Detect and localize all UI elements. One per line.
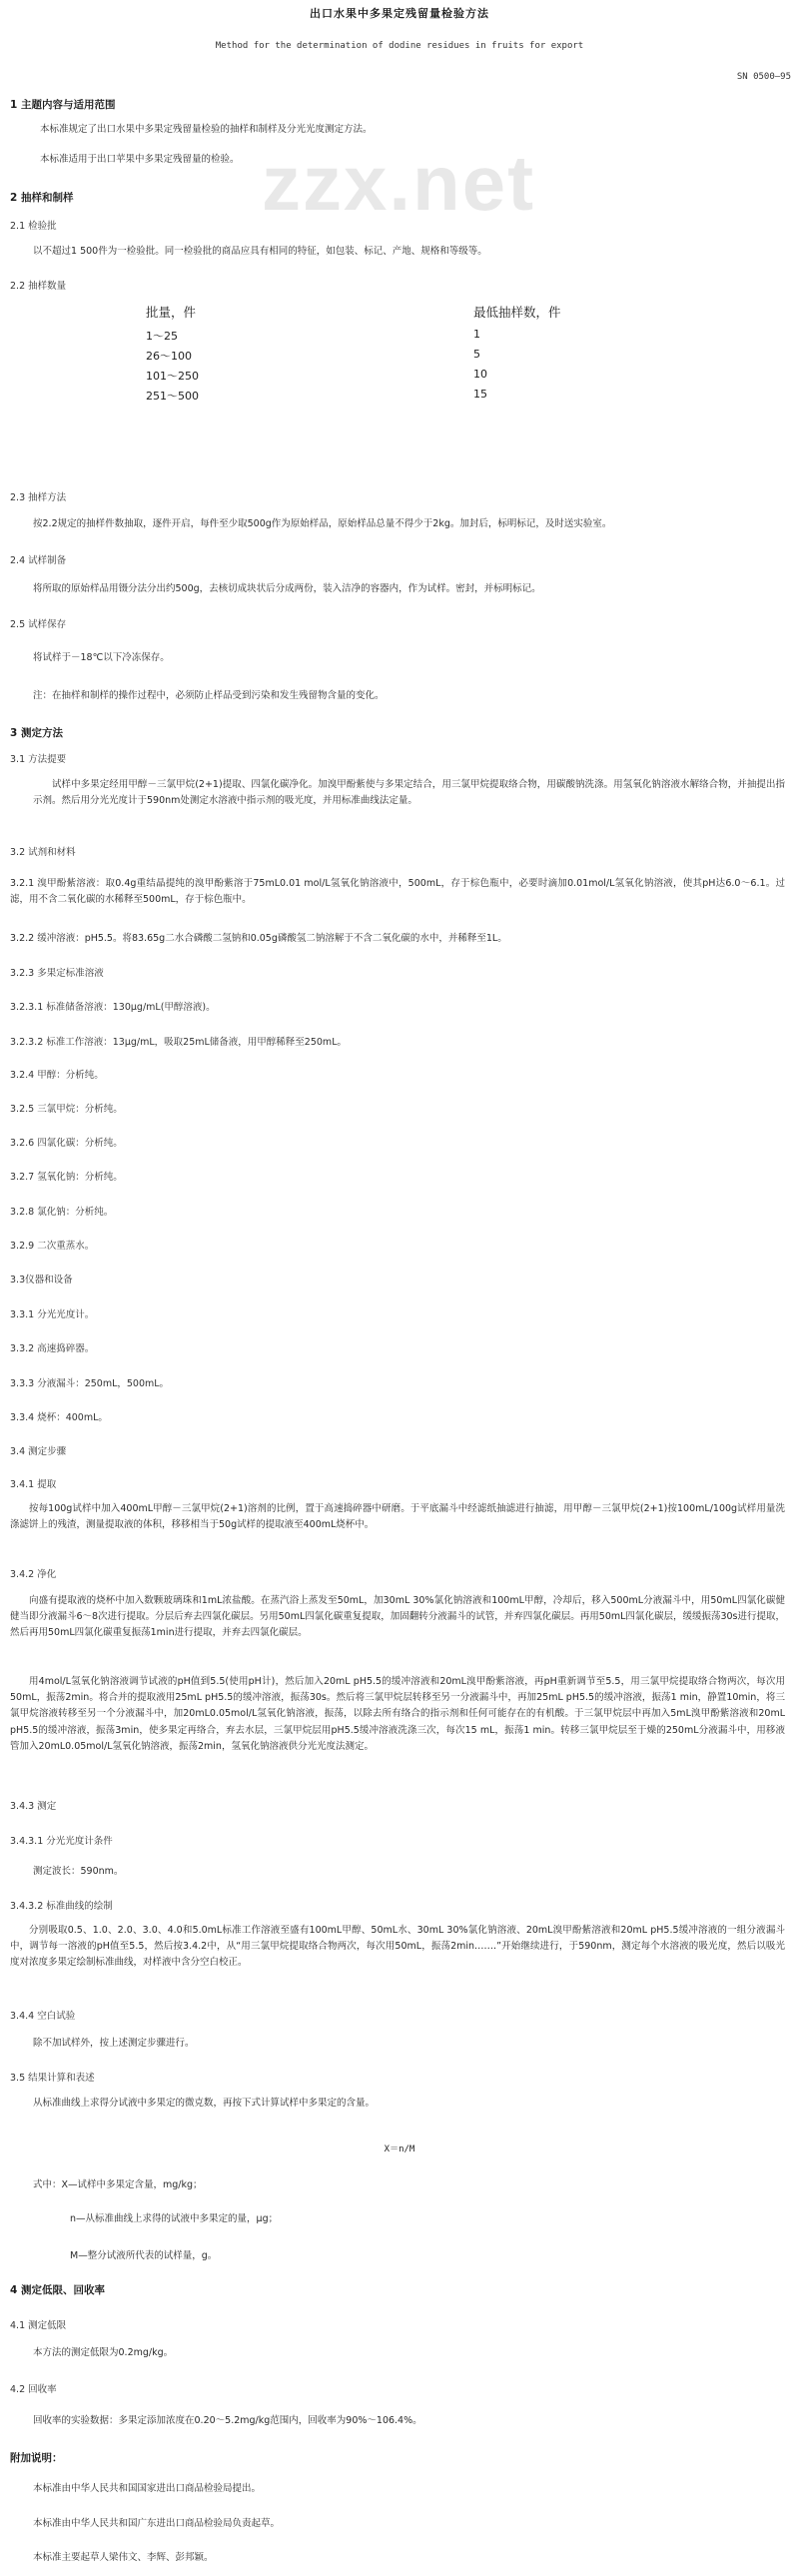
- section-2-4-heading: 2.4 试样制备: [10, 555, 67, 566]
- section-3-1-text: 试样中多果定经用甲醇－三氯甲烷(2+1)提取、四氯化碳净化。加溴甲酚紫使与多果定结合，用三氯甲烷提取络合物，用碳酸钠洗涤。用氢氧化钠溶液水解络合物，并抽提出指示剂。然后用分光光度计于590nm处测定水溶液中指示剂的吸光度，并用标准曲线法定量。: [33, 779, 785, 806]
- item-3-2-3: 3.2.3 多果定标准溶液: [10, 968, 104, 979]
- table-cell: 10: [473, 368, 487, 381]
- section-3-5-heading: 3.5 结果计算和表述: [10, 2073, 95, 2084]
- table-cell: 26～100: [146, 350, 192, 363]
- section-1-paragraph-1: 本标准规定了出口水果中多果定残留量检验的抽样和制样及分光光度测定方法。: [40, 124, 373, 135]
- table-cell: 101～250: [146, 370, 199, 383]
- section-4-2-heading: 4.2 回收率: [10, 2384, 57, 2395]
- document-title: 出口水果中多果定残留量检验方法: [310, 7, 489, 20]
- document-subtitle: Method for the determination of dodine residues in fruits for export: [215, 41, 584, 51]
- section-3-4-2-paragraph-2: 用4mol/L氢氧化钠溶液调节试液的pH值到5.5(使用pH计)，然后加入20mL pH5.5的缓冲溶液和20mL溴甲酚紫溶液，再pH重新调节至5.5，用三氯甲烷提取络合物两次，每次用50mL，振荡2min。将合并的提取液用25mL pH5.5的缓冲溶液，振荡30s。然后将三氯甲烷层转移至另一分液漏斗中，再加25mL pH5.5的缓冲溶液，振荡1 min，静置10min，将三氯甲烷溶液转移至另一个分液漏斗中，加20mL0.05mol/L氢氧化钠溶液，振荡，以除去所有络合的指示剂和任何可能存在的有机酸。于三氯甲烷层中再加入5mL溴甲酚紫溶液和20mL pH5.5的缓冲溶液，振荡3min，使多果定再络合，弃去水层，三氯甲烷层用pH5.5缓冲溶液洗涤三次，每次15 mL，振荡1 min。转移三氯甲烷层至于燥的250mL分液漏斗中，用移液管加入20mL0.05mol/L氢氧化钠溶液，振荡2min，氢氧化钠溶液供分光光度法测定。: [10, 1676, 785, 1752]
- formula: X＝n/M: [384, 2145, 415, 2154]
- formula-legend-n: n—从标准曲线上求得的试液中多果定的量，μg；: [70, 2213, 279, 2224]
- item-3-2-8: 3.2.8 氯化钠：分析纯。: [10, 1207, 114, 1218]
- item-3-4-3-1: 3.4.3.1 分光光度计条件: [10, 1836, 113, 1847]
- section-3-heading: 3 测定方法: [10, 727, 63, 739]
- section-2-5-text: 将试样于－18℃以下冷冻保存。: [33, 652, 170, 663]
- table-cell: 1: [473, 328, 480, 341]
- section-3-4-4-text: 除不加试样外，按上述测定步骤进行。: [33, 2038, 195, 2049]
- section-4-heading: 4 测定低限、回收率: [10, 2284, 105, 2296]
- item-3-3-4: 3.3.4 烧杯：400mL。: [10, 1412, 108, 1423]
- watermark: zzx.net: [262, 139, 536, 227]
- table-cell: 5: [473, 348, 480, 361]
- item-3-2-3-2: 3.2.3.2 标准工作溶液：13μg/mL，吸取25mL储备液，用甲醇稀释至250mL。: [10, 1037, 347, 1048]
- section-3-4-2-paragraph-1: 向盛有提取液的烧杯中加入数颗玻璃珠和1mL浓盐酸。在蒸汽浴上蒸发至50mL，加30mL 30%氯化钠溶液和100mL甲醇，冷却后，移入500mL分液漏斗中，用50mL四氯化碳健健当即分液漏斗6～8次进行提取。分层后弃去四氯化碳层。另用50mL四氯化碳重复提取，加固翻转分液漏斗的试管，并弃四氯化碳层。再用50mL四氯化碳层，缓缓振荡30s进行提取，然后再用50mL四氯化碳重复振荡1min进行提取，并弃去四氯化碳层。: [10, 1595, 785, 1638]
- item-3-2-2: 3.2.2 缓冲溶液：pH5.5。将83.65g二水合磷酸二氢钠和0.05g磷酸氢二钠溶解于不含二氧化碳的水中，并稀释至1L。: [10, 933, 507, 944]
- section-2-5-note: 注：在抽样和制样的操作过程中，必须防止样品受到污染和发生残留物含量的变化。: [33, 690, 385, 701]
- formula-legend-x: 式中：X—试样中多果定含量，mg/kg；: [33, 2179, 203, 2190]
- section-4-1-heading: 4.1 测定低限: [10, 2320, 67, 2331]
- item-3-2-3-1: 3.2.3.1 标准储备溶液：130μg/mL(甲醇溶液)。: [10, 1002, 216, 1013]
- section-2-2-heading: 2.2 抽样数量: [10, 281, 67, 292]
- table-header-lot-size: 批量，件: [146, 305, 197, 320]
- section-2-5-heading: 2.5 试样保存: [10, 619, 67, 630]
- section-2-3-text: 按2.2规定的抽样件数抽取，逐件开启，每件至少取500g作为原始样品，原始样品总量不得少于2kg。加封后，标明标记，及时送实验室。: [33, 518, 612, 529]
- item-3-2-6: 3.2.6 四氯化碳：分析纯。: [10, 1138, 123, 1149]
- section-3-4-4-heading: 3.4.4 空白试验: [10, 2011, 76, 2022]
- section-3-4-1-heading: 3.4.1 提取: [10, 1479, 57, 1490]
- item-3-3-3: 3.3.3 分液漏斗：250mL，500mL。: [10, 1378, 170, 1389]
- item-3-2-1: 3.2.1 溴甲酚紫溶液：取0.4g重结晶提纯的溴甲酚紫溶于75mL0.01 mol/L氢氧化钠溶液中，500mL，存于棕色瓶中，必要时滴加0.01mol/L氢氧化钠溶液，使其pH达6.0～6.1。过滤，用不含二氧化碳的水稀释至500mL，存于棕色瓶中。: [10, 878, 785, 905]
- section-3-2-heading: 3.2 试剂和材料: [10, 847, 76, 858]
- section-3-5-text: 从标准曲线上求得分试液中多果定的微克数，再按下式计算试样中多果定的含量。: [33, 2098, 376, 2109]
- item-3-3-1: 3.3.1 分光光度计。: [10, 1309, 95, 1320]
- table-cell: 15: [473, 388, 487, 401]
- item-3-3-2: 3.3.2 高速捣碎器。: [10, 1343, 95, 1354]
- section-2-1-heading: 2.1 检验批: [10, 221, 57, 232]
- appendix-heading: 附加说明：: [10, 2452, 63, 2464]
- section-2-heading: 2 抽样和制样: [10, 192, 74, 204]
- section-2-3-heading: 2.3 抽样方法: [10, 492, 67, 503]
- item-3-4-3-1-text: 测定波长：590nm。: [33, 1866, 124, 1877]
- section-3-1-heading: 3.1 方法提要: [10, 754, 67, 765]
- item-3-2-4: 3.2.4 甲醇：分析纯。: [10, 1070, 104, 1081]
- appendix-line-2: 本标准由中华人民共和国广东进出口商品检验局负责起草。: [33, 2518, 281, 2529]
- section-3-4-1-text: 按每100g试样中加入400mL甲醇－三氯甲烷(2+1)溶剂的比例，置于高速捣碎器中研磨。于平底漏斗中经滤纸抽滤进行抽滤，用甲醇－三氯甲烷(2+1)按100mL/100g试样用量洗涤滤饼上的残渣，测量提取液的体积，移移相当于50g试样的提取液至400mL烧杯中。: [10, 1503, 785, 1530]
- section-1-paragraph-2: 本标准适用于出口苹果中多果定残留量的检验。: [40, 154, 240, 165]
- section-2-4-text: 将所取的原始样品用镊分法分出约500g，去核切成块状后分成两份，装入洁净的容器内，作为试样。密封，并标明标记。: [33, 583, 541, 594]
- section-3-4-3-heading: 3.4.3 测定: [10, 1801, 57, 1812]
- table-header-min-samples: 最低抽样数，件: [473, 305, 561, 320]
- section-1-heading: 1 主题内容与适用范围: [10, 99, 116, 111]
- item-3-2-9: 3.2.9 二次重蒸水。: [10, 1241, 95, 1252]
- item-3-4-3-2-text: 分别吸取0.5、1.0、2.0、3.0、4.0和5.0mL标准工作溶液至盛有100mL甲醇、50mL水、30mL 30%氯化钠溶液、20mL溴甲酚紫溶液和20mL pH5.5缓冲溶液的一组分液漏斗中，调节每一溶液的pH值至5.5，然后按3.4.2中，从“用三氯甲烷提取络合物两次，每次用50mL，振荡2min.……”开始继续进行，于590nm，测定每个水溶液的吸光度，然后以吸光度对浓度多果定绘制标准曲线，对样液中含分空白校正。: [10, 1925, 785, 1968]
- table-cell: 251～500: [146, 390, 199, 403]
- standard-code: SN 0500—95: [736, 72, 791, 82]
- table-cell: 1～25: [146, 330, 178, 343]
- formula-legend-m: M—整分试液所代表的试样量，g。: [70, 2250, 218, 2261]
- section-4-1-text: 本方法的测定低限为0.2mg/kg。: [33, 2347, 174, 2358]
- appendix-line-1: 本标准由中华人民共和国国家进出口商品检验局提出。: [33, 2483, 262, 2494]
- section-3-4-2-heading: 3.4.2 净化: [10, 1569, 57, 1580]
- item-3-2-5: 3.2.5 三氯甲烷：分析纯。: [10, 1104, 123, 1115]
- section-2-1-text: 以不超过1 500件为一检验批。同一检验批的商品应具有相同的特征，如包装、标记、产地、规格和等级等。: [33, 246, 487, 257]
- appendix-line-3: 本标准主要起草人梁伟文、李辉、彭邦颖。: [33, 2552, 214, 2563]
- section-3-3-heading: 3.3仪器和设备: [10, 1275, 73, 1286]
- item-3-4-3-2: 3.4.3.2 标准曲线的绘制: [10, 1901, 113, 1912]
- item-3-2-7: 3.2.7 氢氧化钠：分析纯。: [10, 1172, 123, 1183]
- section-4-2-text: 回收率的实验数据：多果定添加浓度在0.20～5.2mg/kg范围内，回收率为90%～106.4%。: [33, 2415, 422, 2426]
- section-3-4-heading: 3.4 测定步骤: [10, 1446, 67, 1457]
